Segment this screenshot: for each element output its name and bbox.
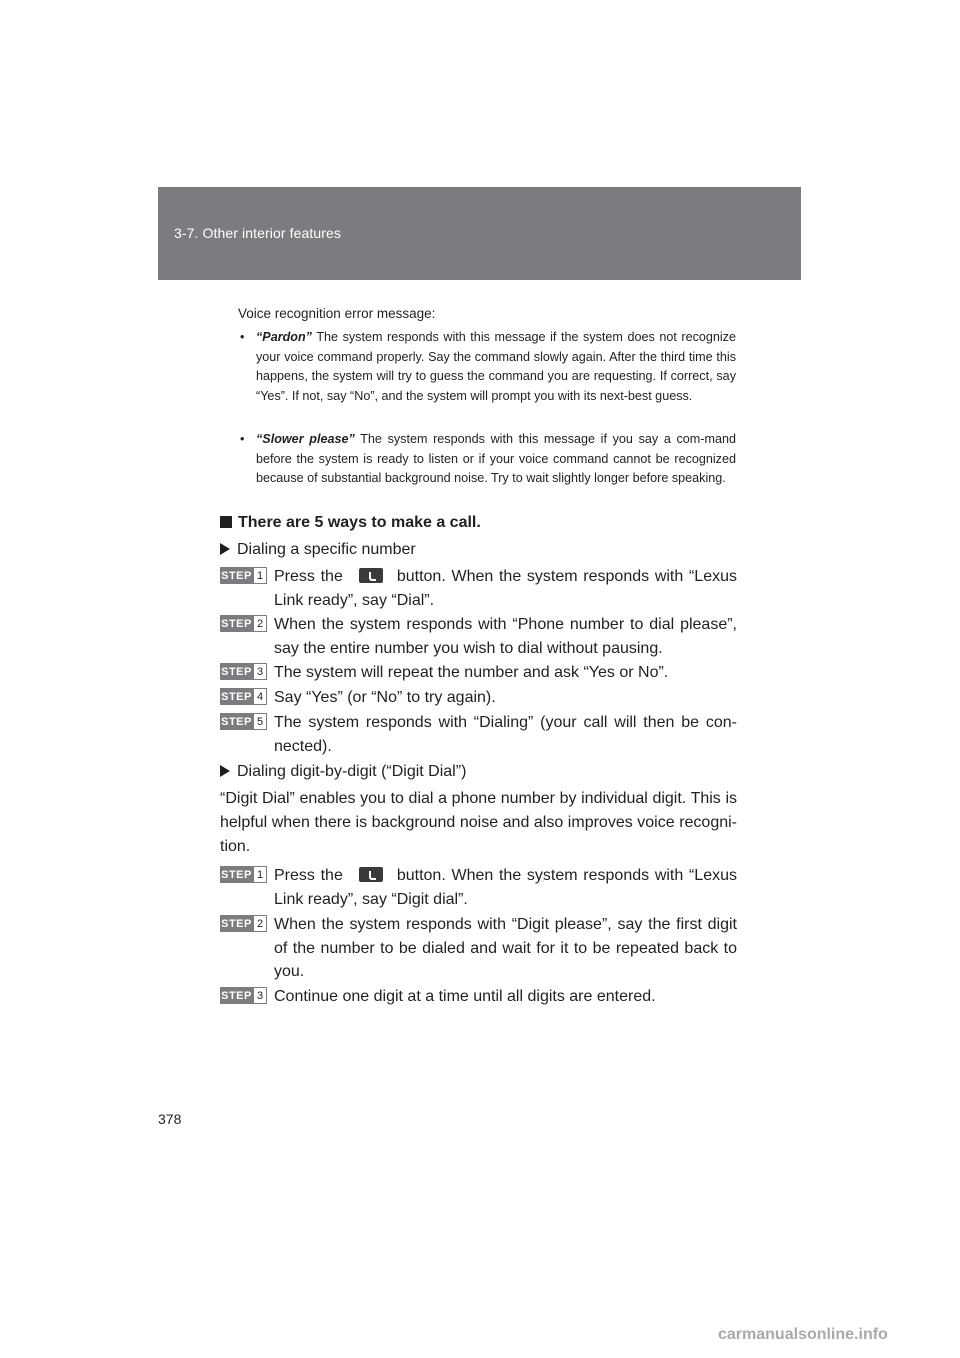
- step-label: STEP: [220, 987, 253, 1004]
- step-badge: [220, 713, 268, 730]
- digit-dial-description: “Digit Dial” enables you to dial a phone number by individual digit. This is helpful when there is background noise and also improves voice recogni-tion.: [220, 790, 737, 855]
- section-header-bar: [158, 187, 801, 280]
- step-text: [274, 864, 737, 911]
- step-badge: [220, 866, 268, 883]
- step-text: The system will repeat the number and ask “Yes or No”.: [274, 664, 669, 681]
- step-number: 2: [253, 915, 267, 932]
- step-number: 1: [253, 866, 267, 883]
- bullet-slower: [240, 430, 736, 489]
- step-text: Say “Yes” (or “No” to try again).: [274, 689, 496, 706]
- step-number: 3: [253, 663, 267, 680]
- triangle-bullet-icon: [220, 543, 230, 555]
- step-text: When the system responds with “Phone number to dial please”, say the entire number you wish to dial without pausing.: [274, 616, 737, 657]
- step-label: STEP: [220, 567, 253, 584]
- step-text: The system responds with “Dialing” (your call will then be con-nected).: [274, 714, 737, 755]
- step-badge: [220, 688, 268, 705]
- step-number: 5: [253, 713, 267, 730]
- bullet-term: “Pardon”: [256, 330, 312, 344]
- bullet-text: The system responds with this message if you say a com-mand before the system is ready to listen or if your voice command cannot be recognized because of substantial background noise. Try to wait slightly longer before speaking.: [256, 432, 736, 485]
- subheading-digit: [220, 763, 466, 781]
- step-label: STEP: [220, 915, 253, 932]
- step-text-after: button. When the system responds with “Lexus Link ready”, say “Dial”.: [274, 568, 737, 609]
- step-text: When the system responds with “Digit please”, say the first digit of the number to be dialed and wait for it to be repeated back to you.: [274, 916, 737, 980]
- step-badge: [220, 615, 268, 632]
- error-intro: Voice recognition error message:: [238, 306, 436, 321]
- square-bullet-icon: [220, 516, 232, 528]
- step-number: 2: [253, 615, 267, 632]
- step-label: STEP: [220, 615, 253, 632]
- subheading-specific: [220, 541, 416, 559]
- step-label: STEP: [220, 663, 253, 680]
- subheading-text: Dialing digit-by-digit (“Digit Dial”): [237, 763, 467, 780]
- section-title: 3-7. Other interior features: [174, 225, 341, 241]
- phone-talk-icon: [359, 867, 383, 882]
- bullet-pardon: [240, 328, 736, 406]
- phone-talk-icon: [359, 568, 383, 583]
- bullet-text: The system responds with this message if the system does not recognize your voice command properly. Say the command slowly again. After the third time this happens, the system will try to guess the command you are requesting. If correct, say “Yes”. If not, say “No”, and the system will prompt you with its next-best guess.: [256, 330, 736, 403]
- bullet-dot: •: [240, 432, 245, 446]
- step-badge: [220, 663, 268, 680]
- step-text: [274, 565, 737, 612]
- step-text-before: Press the: [274, 568, 343, 585]
- step-number: 3: [253, 987, 267, 1004]
- section-heading: [220, 514, 481, 532]
- step-text-after: button. When the system responds with “Lexus Link ready”, say “Digit dial”.: [274, 867, 737, 908]
- step-number: 4: [253, 688, 267, 705]
- bullet-term: “Slower please”: [256, 432, 355, 446]
- triangle-bullet-icon: [220, 765, 230, 777]
- section-heading-text: There are 5 ways to make a call.: [238, 514, 481, 531]
- step-badge: [220, 915, 268, 932]
- step-label: STEP: [220, 713, 253, 730]
- step-label: STEP: [220, 688, 253, 705]
- step-label: STEP: [220, 866, 253, 883]
- bullet-dot: •: [240, 330, 245, 344]
- step-text: Continue one digit at a time until all digits are entered.: [274, 988, 656, 1005]
- step-text-before: Press the: [274, 867, 343, 884]
- page-number: 378: [158, 1111, 182, 1127]
- watermark: carmanualsonline.info: [718, 1326, 888, 1343]
- step-badge: [220, 567, 268, 584]
- subheading-text: Dialing a specific number: [237, 541, 416, 558]
- step-number: 1: [253, 567, 267, 584]
- step-badge: [220, 987, 268, 1004]
